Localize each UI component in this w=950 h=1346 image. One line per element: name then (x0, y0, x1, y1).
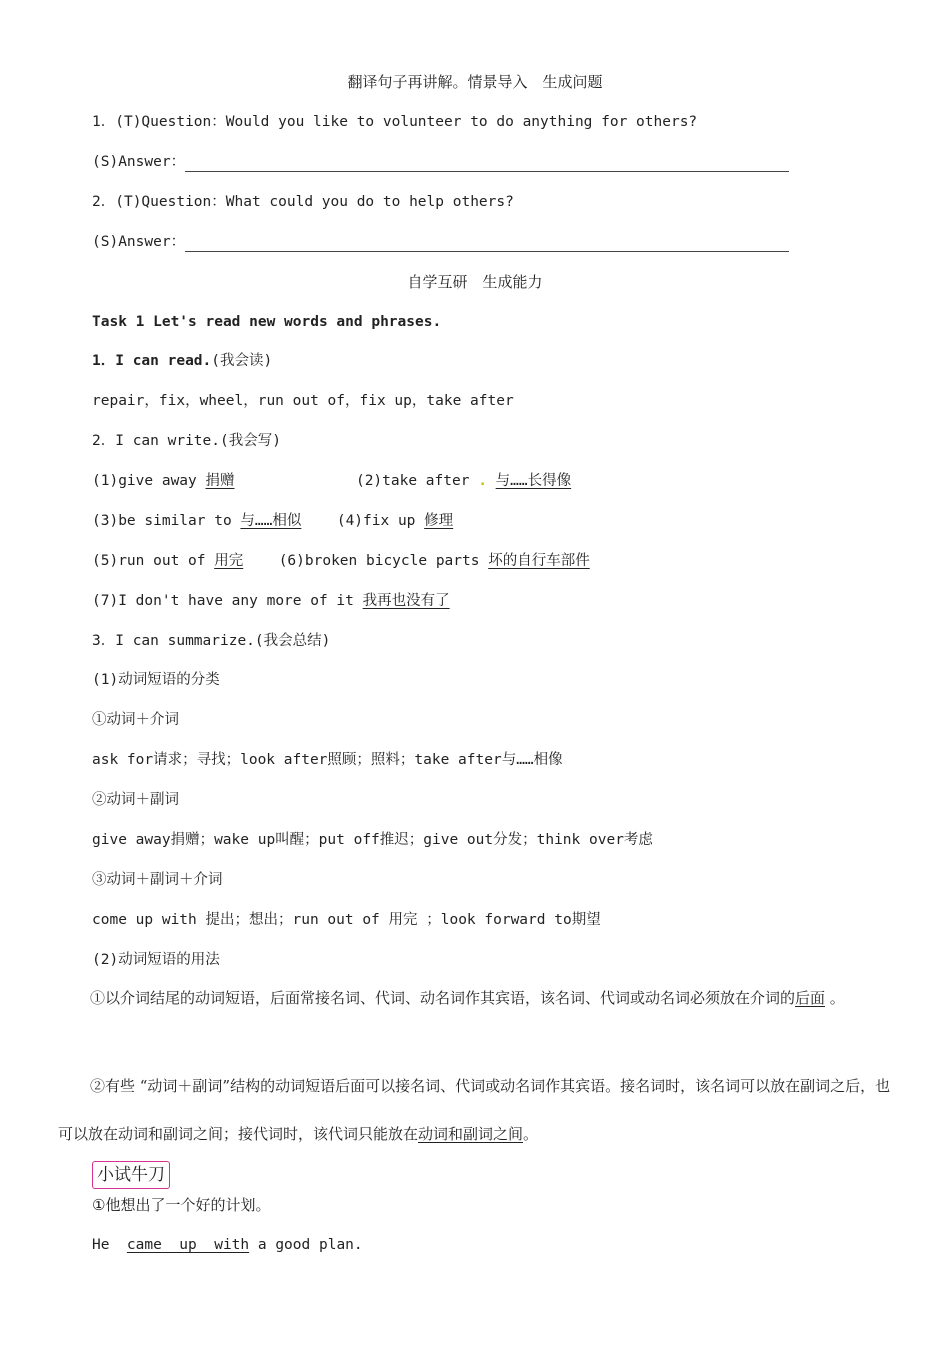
write-item-5-label: (5)run out of (92, 553, 215, 569)
write-item-3-answer: 与……相似 (240, 513, 302, 529)
answer-2-row (92, 232, 789, 252)
category-3-text: come up with 提出；想出；run out of 用完 ；look forward to期望 (92, 912, 601, 928)
write-item-2-answer: 与……长得像 (495, 473, 572, 489)
category-2-text: give away捐赠；wake up叫醒；put off推迟；give out分发；think over考虑 (92, 832, 653, 848)
category-3-title: ③动词＋副词＋介词 (92, 872, 223, 888)
highlight-dot: . (478, 473, 487, 489)
write-row-2 (92, 511, 453, 531)
read-heading-zh: (我会读) (211, 353, 273, 369)
question-1: 1．(T)Question：Would you like to volunteer to do anything for others? (92, 114, 698, 130)
write-item-4-answer: 修理 (424, 513, 454, 529)
write-item-1-answer: 捐赠 (205, 473, 235, 489)
write-item-7-answer: 我再也没有了 (362, 593, 450, 609)
write-row-1 (92, 471, 571, 491)
usage-heading: (2)动词短语的用法 (92, 952, 220, 968)
read-heading-num: 1． (92, 353, 116, 369)
usage-1-answer: 后面 (795, 989, 826, 1007)
write-item-1-label: (1)give away (92, 473, 206, 489)
practice-item-1-zh: ①他想出了一个好的计划。 (92, 1196, 271, 1214)
category-1-text: ask for请求；寻找；look after照顾；照料；take after与……相像 (92, 752, 563, 768)
read-heading-en: I can read. (115, 353, 212, 369)
summarize-heading: 3．I can summarize.(我会总结) (92, 633, 331, 649)
usage-1-text: ①以介词结尾的动词短语，后面常接名词、代词、动名词作其宾语，该名词、代词或动名词必须放在介词的 (90, 989, 796, 1007)
task-1-title: Task 1 Let's read new words and phrases. (92, 314, 442, 330)
practice-item-1-prefix: He (92, 1237, 127, 1253)
write-row-4 (92, 591, 450, 611)
write-heading: 2．I can write.(我会写) (92, 433, 281, 449)
write-item-7-label: (7)I don't have any more of it (92, 593, 363, 609)
read-heading (92, 351, 272, 371)
usage-paragraph-1 (58, 974, 894, 1022)
answer-1-label: (S)Answer： (92, 154, 186, 170)
category-1-title: ①动词＋介词 (92, 712, 179, 728)
usage-2-text: ②有些 “动词＋副词”结构的动词短语后面可以接名词、代词或动名词作其宾语。接名词时，该名词可以放在副词之后，也可以放在动词和副词之间；接代词时，该代词只能放在 (58, 1077, 891, 1143)
classification-heading: (1)动词短语的分类 (92, 672, 220, 688)
answer-2-blank[interactable] (185, 235, 789, 252)
write-item-6-answer: 坏的自行车部件 (488, 553, 590, 569)
usage-2-end: 。 (523, 1125, 539, 1143)
write-item-4-label: (4)fix up (336, 513, 425, 529)
answer-2-label: (S)Answer： (92, 234, 186, 250)
answer-1-row (92, 152, 789, 172)
section-title-selfstudy: 自学互研 生成能力 (407, 273, 543, 291)
write-item-5-answer: 用完 (214, 553, 244, 569)
write-item-6-label: (6)broken bicycle parts (278, 553, 489, 569)
usage-paragraph-2 (58, 1062, 894, 1158)
usage-1-end: 。 (825, 989, 845, 1007)
write-row-3 (92, 551, 590, 571)
practice-item-1-suffix: a good plan. (249, 1237, 363, 1253)
practice-item-1-en (92, 1235, 363, 1255)
category-2-title: ②动词＋副词 (92, 792, 179, 808)
read-words: repair，fix，wheel，run out of，fix up，take after (92, 393, 514, 409)
write-item-2-label: (2)take after (355, 473, 479, 489)
usage-2-answer: 动词和副词之间 (418, 1125, 524, 1143)
question-2: 2．(T)Question：What could you do to help others? (92, 194, 514, 210)
write-item-3-label: (3)be similar to (92, 513, 241, 529)
practice-item-1-answer: came up with (126, 1237, 250, 1253)
section-title-situation: 翻译句子再讲解。情景导入 生成问题 (347, 73, 603, 91)
answer-1-blank[interactable] (185, 155, 789, 172)
practice-badge: 小试牛刀 (92, 1161, 170, 1189)
